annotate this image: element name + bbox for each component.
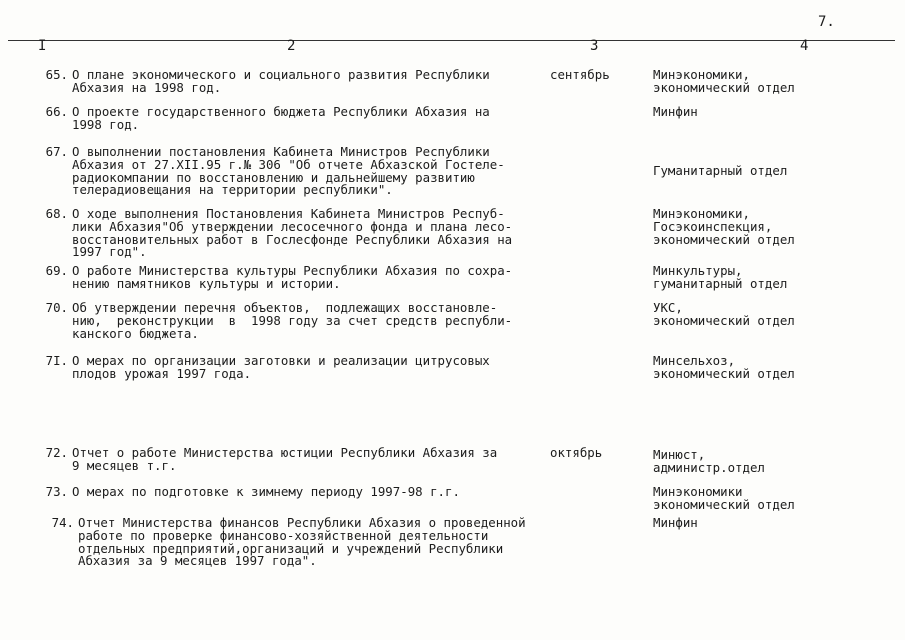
item-text: О плане экономического и социального развития Республики Абхазия на 1998 год. <box>72 67 490 95</box>
item-number: 68. <box>45 206 68 221</box>
item-text: Отчет Министерства финансов Республики Абхазия о проведенной работе по проверке финансово-хозяйственной деятельности отдельных предприятий,организаций и учреждений Республики Абхазия за 9 месяцев 1997 года". <box>78 515 526 569</box>
item-text: О мерах по подготовке к зимнему периоду 1997-98 г.г. <box>72 484 460 499</box>
item-number: 73. <box>45 484 68 499</box>
item-text: О мерах по организации заготовки и реализации цитрусовых плодов урожая 1997 года. <box>72 353 490 381</box>
item-number: 67. <box>45 144 68 159</box>
item-number: 65. <box>45 67 68 82</box>
item-text: Отчет о работе Министерства юстиции Республики Абхазия за 9 месяцев т.г. <box>72 445 498 473</box>
item-responsible: Минэкономики, Госэкоинспекция, экономический отдел <box>653 206 795 247</box>
item-responsible: УКС, экономический отдел <box>653 300 795 328</box>
item-text: О выполнении постановления Кабинета Министров Республики Абхазия от 27.XII.95 г.№ 306 "Об отчете Абхазской Гостеле- радиокомпании по восстановлению и дальнейшему развитию телерадиовещания на территории республики". <box>72 144 505 198</box>
column-header-3: 3 <box>590 38 599 54</box>
item-responsible: Минфин <box>653 104 698 119</box>
page-number: 7. <box>818 14 835 30</box>
item-responsible: Минсельхоз, экономический отдел <box>653 353 795 381</box>
item-month: октябрь <box>550 445 603 460</box>
item-number: 74. <box>51 515 74 530</box>
item-responsible: Минэкономики экономический отдел <box>653 484 795 512</box>
item-month: сентябрь <box>550 67 610 82</box>
column-header-1: I <box>38 38 47 54</box>
item-text: О ходе выполнения Постановления Кабинета Министров Респуб- лики Абхазия"Об утверждении лесосечного фонда и плана лесо- восстановительных работ в Гослесфонде Республики Абхазия на 1997 год". <box>72 206 513 260</box>
column-header-4: 4 <box>800 38 809 54</box>
item-number: 7I. <box>45 353 68 368</box>
item-responsible: Минюст, администр.отдел <box>653 447 765 475</box>
header-rule <box>8 40 895 41</box>
item-number: 72. <box>45 445 68 460</box>
item-number: 66. <box>45 104 68 119</box>
item-number: 70. <box>45 300 68 315</box>
item-responsible: Минэкономики, экономический отдел <box>653 67 795 95</box>
item-responsible: Минкультуры, гуманитарный отдел <box>653 263 788 291</box>
item-text: Об утверждении перечня объектов, подлежащих восстановле- нию, реконструкции в 1998 году за счет средств республи- канского бюджета. <box>72 300 513 341</box>
item-responsible: Гуманитарный отдел <box>653 163 788 178</box>
item-text: О работе Министерства культуры Республики Абхазия по сохра- нению памятников культуры и истории. <box>72 263 513 291</box>
column-header-2: 2 <box>287 38 296 54</box>
item-responsible: Минфин <box>653 515 698 530</box>
item-number: 69. <box>45 263 68 278</box>
item-text: О проекте государственного бюджета Республики Абхазия на 1998 год. <box>72 104 490 132</box>
